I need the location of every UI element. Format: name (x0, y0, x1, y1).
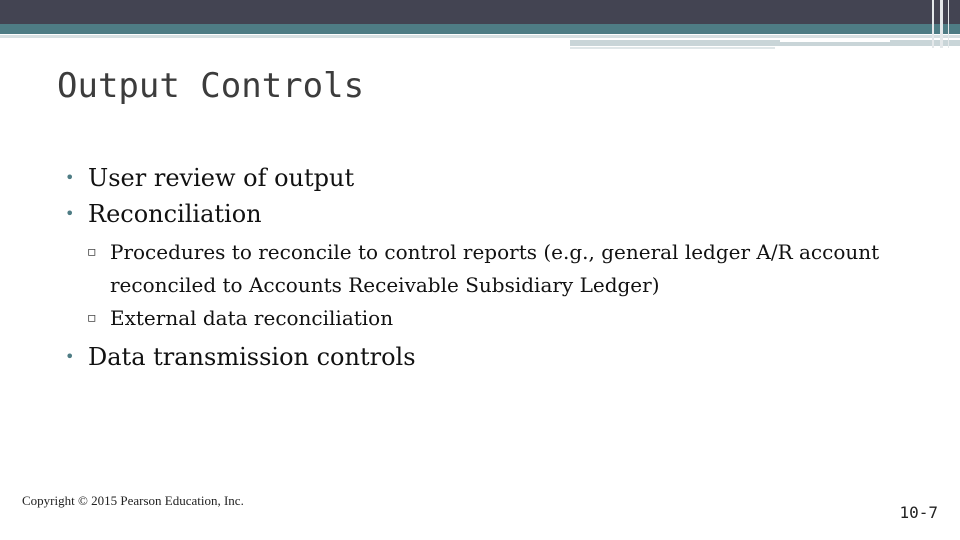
slide-number: 10-7 (899, 503, 938, 522)
sub-bullet-item (65, 236, 905, 302)
header-rule-4 (780, 40, 890, 42)
header-rule-3 (570, 47, 775, 49)
header-vline (948, 0, 949, 48)
header-vline (932, 0, 934, 48)
bullet-text: Reconciliation (88, 200, 262, 228)
bullet-text: User review of output (88, 164, 355, 192)
bullet-item (65, 160, 905, 196)
sub-bullet-text: External data reconciliation (110, 306, 394, 330)
header-bar-teal (0, 24, 960, 34)
bullet-item (65, 339, 905, 375)
bullet-icon: • (65, 347, 75, 366)
sub-bullet-list (65, 236, 905, 335)
header-bar-dark (0, 0, 960, 24)
sub-bullet-icon: ▫ (87, 310, 97, 326)
bullet-icon: • (65, 168, 75, 187)
header-rule-1 (0, 35, 960, 38)
bullet-icon: • (65, 204, 75, 223)
slide-title: Output Controls (57, 66, 365, 106)
sub-bullet-item (65, 302, 905, 335)
sub-bullet-text: Procedures to reconcile to control reports (e.g., general ledger A/R account reconciled to Accounts Receivable Subsidiary Ledger) (110, 240, 880, 297)
header-vline (940, 0, 943, 48)
copyright-notice: Copyright © 2015 Pearson Education, Inc. (22, 493, 244, 508)
bullet-text: Data transmission controls (88, 343, 416, 371)
bullet-item (65, 196, 905, 232)
slide-body (65, 160, 905, 375)
sub-bullet-icon: ▫ (87, 244, 97, 260)
header-rule-2 (570, 40, 960, 46)
